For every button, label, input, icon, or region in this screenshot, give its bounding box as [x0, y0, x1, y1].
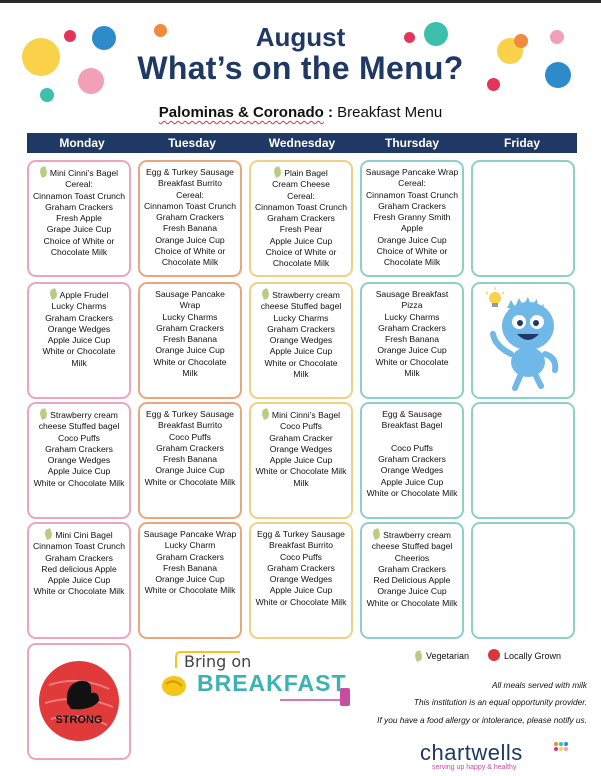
- menu-cell-week4-wednesday: [249, 522, 353, 639]
- menu-line: Strawberry cream: [363, 529, 461, 541]
- menu-line: Graham Crackers: [156, 551, 224, 562]
- menu-line: cheese Stuffed bagel: [371, 541, 453, 552]
- menu-line: Mini Cini Bagel: [30, 529, 128, 541]
- menu-line: Lucky Charms: [51, 301, 107, 312]
- menu-type: Breakfast Menu: [337, 104, 443, 121]
- day-header-bar: [27, 133, 577, 153]
- decor-dot: [40, 88, 54, 102]
- menu-line: White or Chocolate Milk: [144, 476, 236, 487]
- menu-line: Graham Crackers: [156, 212, 224, 223]
- menu-line: Strawberry cream: [30, 409, 128, 421]
- page-title: What’s on the Menu?: [137, 50, 464, 86]
- menu-line: Orange Juice Cup: [377, 586, 447, 597]
- menu-line: Graham Crackers: [378, 200, 446, 211]
- menu-line: Red delicious Apple: [41, 563, 117, 574]
- menu-line: Chocolate Milk: [50, 247, 108, 258]
- menu-line: Apple Juice Cup: [269, 235, 333, 246]
- menu-line: Graham Crackers: [378, 563, 446, 574]
- day-header-thursday: Thursday: [384, 136, 439, 150]
- menu-line: Plain Bagel: [252, 167, 350, 179]
- menu-cell-week3-tuesday: [138, 402, 242, 519]
- menu-line: Graham Crackers: [45, 552, 113, 563]
- breakfast-text: BREAKFAST: [197, 670, 347, 696]
- title-month: August: [255, 22, 346, 52]
- menu-line: Choice of White or: [265, 247, 337, 258]
- mascot-character-icon: [473, 284, 573, 394]
- menu-line: Apple Juice Cup: [269, 585, 333, 596]
- menu-line: Apple Juice Cup: [47, 466, 111, 477]
- menu-line: Cinnamon Toast Crunch: [32, 541, 126, 552]
- menu-line: Cereal:: [176, 189, 204, 200]
- menu-cell-week2-friday: [471, 282, 575, 399]
- menu-line: Cereal:: [398, 178, 426, 189]
- menu-line: White or Chocolate Milk: [33, 586, 125, 597]
- menu-line: Orange Wedges: [269, 443, 333, 454]
- menu-line: Milk: [71, 357, 87, 368]
- menu-line: Sausage Pancake: [155, 289, 225, 299]
- top-border: [0, 0, 601, 3]
- menu-line: Mini Cinni’s Bagel: [30, 167, 128, 179]
- menu-line: Graham Crackers: [156, 322, 224, 333]
- day-header-wednesday: Wednesday: [268, 136, 336, 150]
- menu-line: Coco Puffs: [58, 432, 100, 443]
- menu-line: Orange Juice Cup: [155, 345, 225, 356]
- menu-line: White or Chocolate Milk: [366, 488, 458, 499]
- menu-cell-week1-monday: [27, 160, 131, 277]
- school-name: Palominas & Coronado: [158, 104, 324, 121]
- menu-line: Coco Puffs: [280, 421, 322, 432]
- locally-grown-icon: [488, 649, 500, 661]
- menu-cell-week3-monday: [27, 402, 131, 519]
- menu-line: Fresh Banana: [385, 334, 439, 345]
- menu-cell-week4-friday: [471, 522, 575, 639]
- vegetarian-leaf-icon: [414, 650, 424, 662]
- vegetarian-leaf-icon: [44, 528, 54, 540]
- menu-cell-week2-wednesday: [249, 282, 353, 399]
- brand-tagline: serving up happy & healthy: [432, 764, 517, 771]
- menu-line: Orange Wedges: [47, 323, 111, 334]
- menu-line: White or Chocolate Milk: [33, 477, 125, 488]
- menu-line: Milk: [404, 368, 420, 379]
- menu-line: Strawberry cream: [252, 289, 350, 301]
- menu-line: Pizza: [401, 300, 423, 311]
- vegetarian-leaf-icon: [260, 408, 270, 420]
- vegetarian-leaf-icon: [372, 528, 382, 540]
- menu-cell-week4-thursday: [360, 522, 464, 639]
- menu-line: Graham Crackers: [45, 312, 113, 323]
- menu-line: Orange Wedges: [269, 335, 333, 346]
- menu-line: Fresh Banana: [163, 223, 217, 234]
- menu-line: Lucky Charms: [384, 311, 440, 322]
- menu-cell-week3-wednesday: [249, 402, 353, 519]
- note-milk: All meals served with milk: [492, 680, 587, 690]
- menu-line: Fresh Pear: [279, 224, 323, 235]
- menu-line: cheese Stuffed bagel: [38, 421, 120, 432]
- menu-cell-week2-thursday: [360, 282, 464, 399]
- menu-line: Wrap: [179, 300, 201, 311]
- menu-line: Lucky Charms: [273, 312, 329, 323]
- menu-cell-week4-tuesday: [138, 522, 242, 639]
- menu-line: Apple Juice Cup: [269, 346, 333, 357]
- menu-line: Red Delicious Apple: [373, 575, 451, 586]
- note-equal-opportunity: This institution is an equal opportunity provider.: [413, 697, 587, 707]
- lightbulb-icon: [486, 287, 504, 307]
- menu-cell-week4-monday: [27, 522, 131, 639]
- menu-line: Graham Crackers: [45, 201, 113, 212]
- menu-line: White or Chocolate Milk: [366, 597, 458, 608]
- menu-line: Lucky Charms: [162, 311, 218, 322]
- menu-cell-week1-tuesday: [138, 160, 242, 277]
- menu-line: Grape Juice Cup: [46, 224, 112, 235]
- menu-cell-week1-friday: [471, 160, 575, 277]
- menu-line: Graham Crackers: [378, 454, 446, 465]
- menu-line: [363, 432, 461, 443]
- strong-badge-cell: [27, 643, 131, 760]
- menu-line: Egg & Turkey Sausage: [257, 529, 345, 539]
- menu-line: Orange Wedges: [269, 574, 333, 585]
- menu-cell-week2-monday: [27, 282, 131, 399]
- menu-cell-week3-friday: [471, 402, 575, 519]
- menu-line: Egg & Turkey Sausage: [146, 409, 234, 419]
- menu-line: Graham Crackers: [45, 443, 113, 454]
- menu-line: Fresh Banana: [163, 334, 217, 345]
- menu-line: Cereal:: [65, 179, 93, 190]
- menu-line: Orange Juice Cup: [155, 574, 225, 585]
- menu-cell-week1-thursday: [360, 160, 464, 277]
- menu-line: Breakfast Bagel: [381, 420, 443, 431]
- menu-subtitle: Palominas & Coronado : Breakfast Menu: [158, 104, 443, 121]
- menu-line: White or Chocolate Milk: [144, 585, 236, 596]
- vegetarian-leaf-icon: [39, 408, 49, 420]
- menu-line: Breakfast Burrito: [158, 420, 222, 431]
- menu-line: Coco Puffs: [280, 551, 322, 562]
- menu-line: Egg & Sausage: [382, 409, 442, 419]
- menu-line: Cinnamon Toast Crunch: [254, 201, 348, 212]
- menu-line: Cereal:: [287, 190, 315, 201]
- menu-line: Apple Juice Cup: [47, 335, 111, 346]
- menu-line: Graham Crackers: [267, 562, 335, 573]
- vegetarian-leaf-icon: [261, 288, 271, 300]
- brand-dots-icon: [554, 742, 568, 756]
- menu-cell-week1-wednesday: [249, 160, 353, 277]
- menu-line: Mini Cinni’s Bagel: [252, 409, 350, 421]
- day-header-friday: Friday: [503, 136, 540, 150]
- menu-line: Chocolate Milk: [161, 257, 219, 268]
- menu-line: White or Chocolate: [264, 357, 338, 368]
- menu-line: cheese Stuffed bagel: [260, 301, 342, 312]
- day-header-monday: Monday: [59, 136, 105, 150]
- menu-line: Breakfast Burrito: [158, 178, 222, 189]
- menu-line: Sausage Pancake Wrap: [143, 529, 237, 539]
- menu-cell-week3-thursday: [360, 402, 464, 519]
- menu-line: Orange Juice Cup: [377, 345, 447, 356]
- menu-line: White or Chocolate Milk: [255, 596, 347, 607]
- bring-on-text: Bring on: [184, 652, 252, 671]
- menu-line: Orange Wedges: [380, 465, 444, 476]
- chartwells-logo: chartwells: [420, 740, 523, 765]
- menu-line: Cream Cheese: [272, 179, 330, 190]
- menu-line: Chocolate Milk: [383, 257, 441, 268]
- menu-line: Apple Juice Cup: [380, 476, 444, 487]
- day-header-tuesday: Tuesday: [168, 136, 216, 150]
- menu-line: Milk: [293, 369, 309, 380]
- legend-locally-grown: Locally Grown: [504, 651, 562, 661]
- menu-line: Coco Puffs: [169, 431, 211, 442]
- menu-line: Breakfast Burrito: [269, 540, 333, 551]
- menu-line: Choice of White or: [43, 235, 115, 246]
- menu-line: Cinnamon Toast Crunch: [143, 200, 237, 211]
- menu-line: Fresh Granny Smith: [373, 212, 451, 223]
- menu-cell-week2-tuesday: [138, 282, 242, 399]
- menu-line: White or Chocolate: [153, 356, 227, 367]
- menu-line: Orange Juice Cup: [377, 234, 447, 245]
- menu-line: White or Chocolate: [42, 346, 116, 357]
- menu-line: Egg & Turkey Sausage: [146, 167, 234, 177]
- menu-line: Milk: [293, 477, 309, 488]
- vegetarian-leaf-icon: [38, 166, 48, 178]
- menu-line: Graham Cracker: [269, 432, 333, 443]
- vegetarian-leaf-icon: [48, 288, 58, 300]
- menu-line: Orange Wedges: [47, 455, 111, 466]
- menu-line: Graham Crackers: [378, 322, 446, 333]
- menu-line: Orange Juice Cup: [155, 234, 225, 245]
- menu-line: Choice of White or: [154, 246, 226, 257]
- menu-line: White or Chocolate Milk: [255, 466, 347, 477]
- menu-line: Choice of White or: [376, 246, 448, 257]
- legend-vegetarian: Vegetarian: [426, 651, 470, 661]
- menu-line: Chocolate Milk: [272, 258, 330, 269]
- menu-line: Apple Juice Cup: [47, 575, 111, 586]
- menu-line: Apple Juice Cup: [269, 455, 333, 466]
- menu-line: Fresh Banana: [163, 562, 217, 573]
- menu-line: Fresh Apple: [56, 213, 102, 224]
- menu-line: Milk: [182, 368, 198, 379]
- menu-line: Orange Juice Cup: [155, 465, 225, 476]
- menu-line: Graham Crackers: [267, 213, 335, 224]
- strong-label: STRONG: [55, 714, 103, 726]
- menu-line: Graham Crackers: [156, 442, 224, 453]
- vegetarian-leaf-icon: [273, 166, 283, 178]
- menu-line: Coco Puffs: [391, 442, 433, 453]
- menu-line: White or Chocolate: [375, 356, 449, 367]
- strong-muscle-icon: [29, 645, 129, 758]
- menu-line: Cheerios: [394, 552, 430, 563]
- menu-line: Apple Frudel: [30, 289, 128, 301]
- menu-line: Sausage Breakfast: [375, 289, 449, 299]
- menu-line: Apple: [401, 223, 423, 234]
- menu-line: Lucky Charm: [164, 540, 216, 551]
- menu-line: Cinnamon Toast Crunch: [365, 189, 459, 200]
- note-allergy: If you have a food allergy or intolerance, please notify us.: [377, 715, 587, 725]
- menu-line: Graham Crackers: [267, 323, 335, 334]
- menu-line: Fresh Banana: [163, 454, 217, 465]
- menu-line: Cinnamon Toast Crunch: [32, 190, 126, 201]
- menu-line: Sausage Pancake Wrap: [365, 167, 459, 177]
